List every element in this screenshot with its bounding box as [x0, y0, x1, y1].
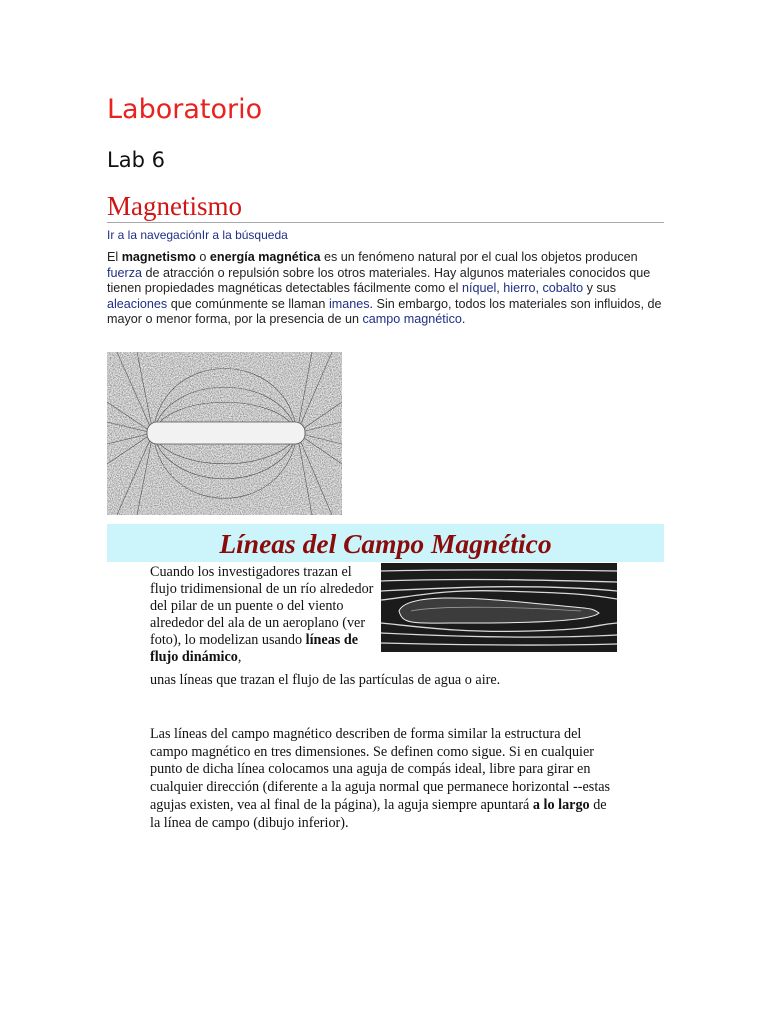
skip-links — [107, 228, 288, 242]
text: Las líneas del campo magnético describen de forma similar la estructura del campo magnético en tres dimensiones. Se definen como sigue. Si en cualquier punto de dicha línea colocamos una aguja de compás ideal, libre para girar en cualquier dirección (diferente a la aguja normal que permanece horizontal --estas agujas existen, vea al final de la página), la aguja siempre apuntará — [150, 726, 611, 813]
page-title: Laboratorio — [107, 94, 263, 125]
text: , — [496, 281, 504, 296]
text: , — [535, 281, 543, 296]
link-aleaciones[interactable]: aleaciones — [107, 296, 168, 311]
section-banner — [107, 524, 664, 562]
text: . — [461, 312, 466, 327]
link-imanes[interactable]: imanes — [328, 296, 370, 311]
intro-paragraph — [107, 250, 667, 328]
text: o — [195, 250, 210, 264]
text: de atracción o repulsión sobre los otros materiales. Hay algunos materiales conocidos que tienen propiedades magnéticas detectables fácilmente como el — [107, 265, 651, 296]
page-subtitle: Lab 6 — [107, 148, 165, 172]
text: Cuando los investigadores trazan el flujo tridimensional de un río alrededor del pilar de un puente o del viento alrededor del ala de un aeroplano (ver foto), lo modelizan usando — [150, 564, 374, 649]
link-cobalto[interactable]: cobalto — [542, 281, 584, 296]
iron-filings-image — [107, 352, 342, 515]
text: de la línea de campo (dibujo inferior). — [150, 796, 607, 831]
article-heading: Magnetismo — [107, 191, 242, 221]
text: El — [107, 250, 122, 264]
term-energia: energía magnética — [209, 250, 321, 264]
term-flujo-dinamico: líneas de flujo dinámico — [150, 632, 359, 666]
link-hierro[interactable]: hierro — [503, 281, 536, 296]
term-magnetismo: magnetismo — [121, 250, 196, 264]
section-heading: Líneas del Campo Magnético — [219, 528, 552, 559]
text: , — [237, 649, 242, 666]
text: y sus — [583, 281, 616, 296]
flow-lines-photo — [381, 563, 617, 652]
goto-navigation-link[interactable]: Ir a la navegación — [107, 228, 202, 242]
field-lines-paragraph — [150, 726, 620, 832]
streamlines-paragraph-end: unas líneas que trazan el flujo de las partículas de agua o aire. — [150, 672, 501, 688]
link-niquel[interactable]: níquel — [461, 281, 497, 296]
goto-search-link[interactable]: Ir a la búsqueda — [201, 228, 288, 242]
text: que comúnmente se llaman — [167, 296, 329, 311]
text: es un fenómeno natural por el cual los objetos producen — [320, 250, 638, 264]
streamlines-paragraph — [150, 564, 380, 667]
term-a-lo-largo: a lo largo — [532, 796, 590, 813]
link-campo-magnetico[interactable]: campo magnético — [362, 312, 462, 327]
text: . Sin embargo, todos los materiales son influidos, de mayor o menor forma, por la presencia de un — [107, 296, 662, 327]
heading-divider — [107, 222, 664, 223]
link-fuerza[interactable]: fuerza — [107, 265, 143, 280]
